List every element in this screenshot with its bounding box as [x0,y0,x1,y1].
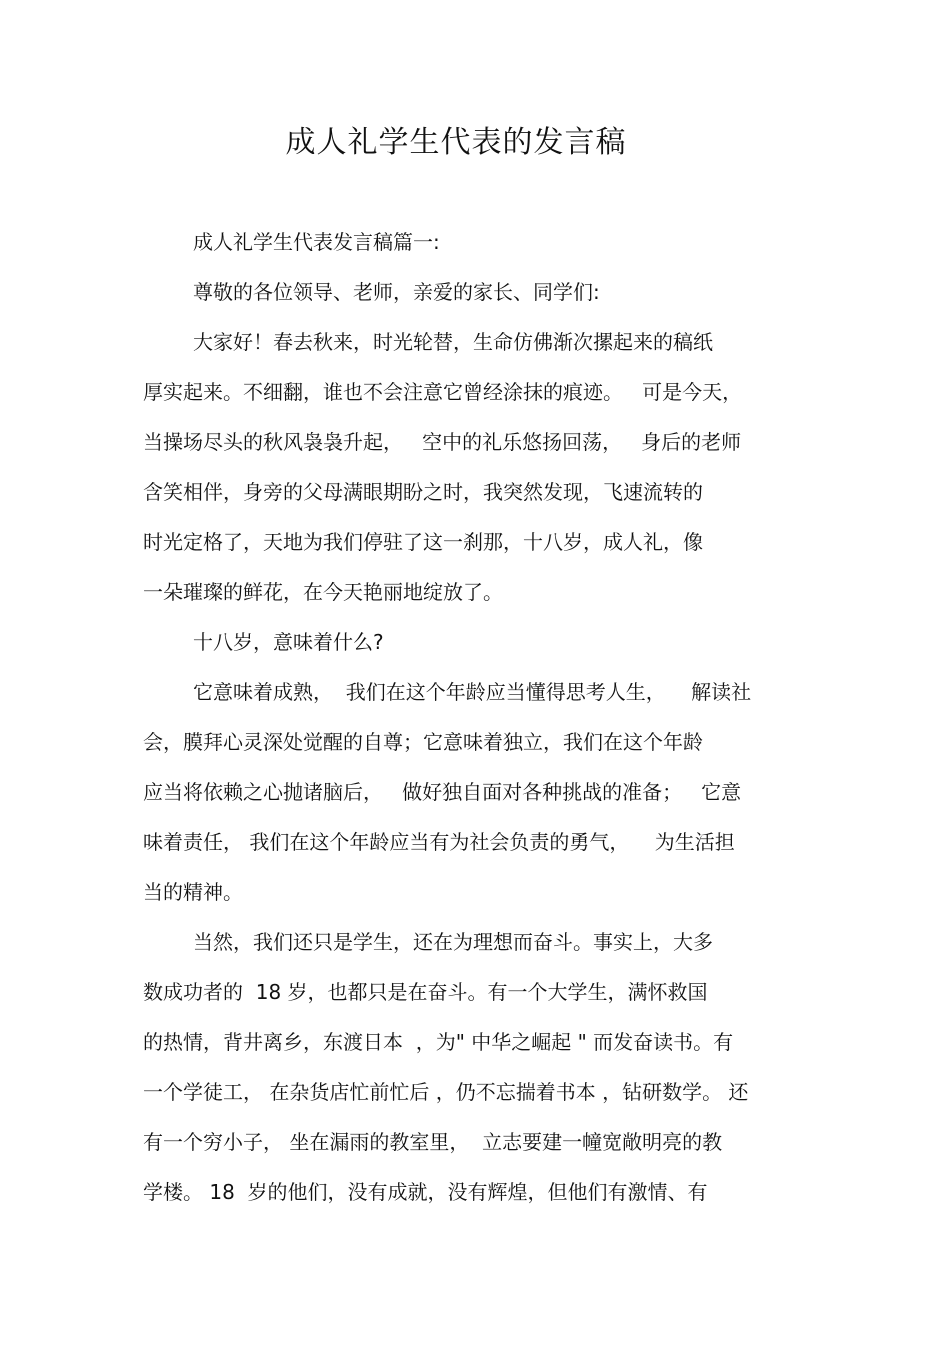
paragraph-line: 一个学徒工， 在杂货店忙前忙后 ，仍不忘揣着书本 ，钻研数学。 还 [143,1080,749,1104]
paragraph-line: 十八岁，意味着什么? [193,630,384,654]
paragraph-line: 当操场尽头的秋风袅袅升起， 空中的礼乐悠扬回荡， 身后的老师 [143,430,742,454]
paragraph-line: 味着责任， 我们在这个年龄应当有为社会负责的勇气， 为生活担 [143,830,735,854]
paragraph-line: 大家好！春去秋来，时光轮替，生命仿佛渐次摞起来的稿纸 [193,330,713,354]
paragraph-line: 会，膜拜心灵深处觉醒的自尊；它意味着独立，我们在这个年龄 [143,730,703,754]
paragraph-line: 的热情，背井离乡，东渡日本 ，为" 中华之崛起 " 而发奋读书。有 [143,1030,734,1054]
paragraph-line: 一朵璀璨的鲜花，在今天艳丽地绽放了。 [143,580,503,604]
paragraph-line: 时光定格了，天地为我们停驻了这一刹那，十八岁，成人礼，像 [143,530,703,554]
paragraph-line: 有一个穷小子， 坐在漏雨的教室里， 立志要建一幢宽敞明亮的教 [143,1130,723,1154]
paragraph-line: 尊敬的各位领导、老师，亲爱的家长、同学们: [193,280,600,304]
paragraph-line: 含笑相伴，身旁的父母满眼期盼之时，我突然发现，飞速流转的 [143,480,703,504]
document-title: 成人礼学生代表的发言稿 [285,125,627,160]
paragraph-line: 当然，我们还只是学生，还在为理想而奋斗。事实上，大多 [193,930,713,954]
paragraph-line: 数成功者的 18 岁，也都只是在奋斗。有一个大学生，满怀救国 [143,980,708,1004]
paragraph-line: 成人礼学生代表发言稿篇一: [193,230,440,254]
paragraph-line: 应当将依赖之心抛诸脑后， 做好独自面对各种挑战的准备； 它意 [143,780,742,804]
paragraph-line: 它意味着成熟， 我们在这个年龄应当懂得思考人生， 解读社 [193,680,752,704]
paragraph-line: 厚实起来。不细翻，谁也不会注意它曾经涂抹的痕迹。 可是今天， [143,380,743,404]
paragraph-line: 当的精神。 [143,880,243,904]
paragraph-line: 学楼。 18 岁的他们，没有成就，没有辉煌，但他们有激情、有 [143,1180,708,1204]
